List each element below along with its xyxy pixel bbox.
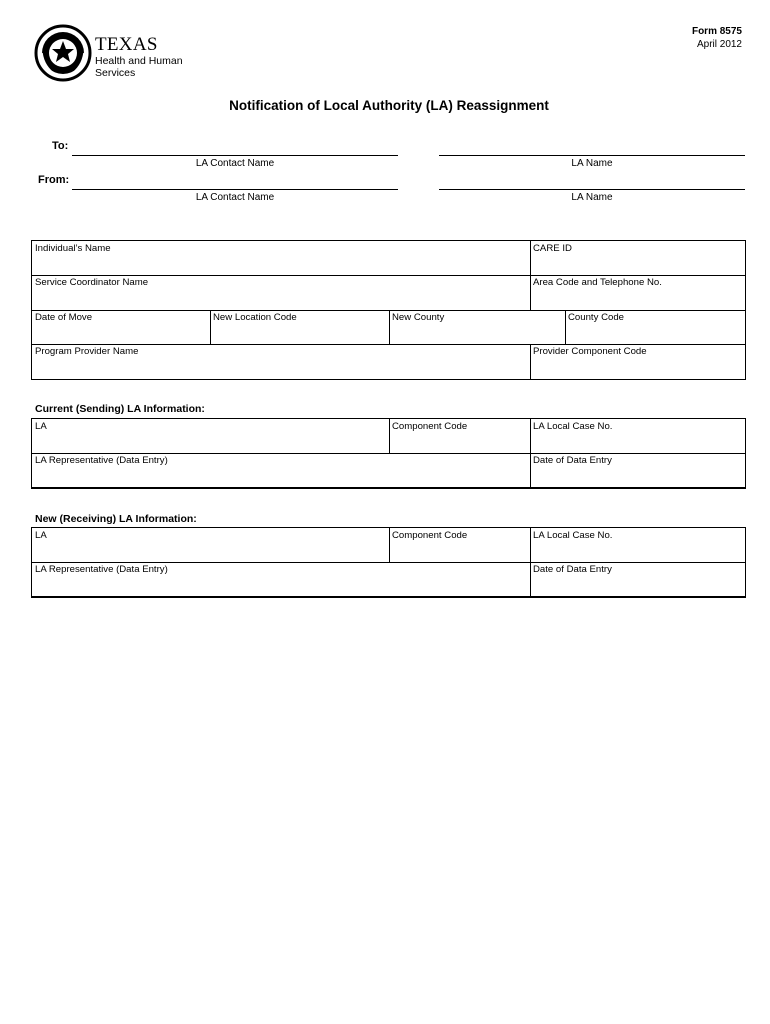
provider-component-code-label: Provider Component Code xyxy=(533,346,647,357)
provider-component-code-field[interactable] xyxy=(530,344,745,380)
current-component-code-label: Component Code xyxy=(392,421,468,432)
new-date-of-entry-field[interactable] xyxy=(530,562,745,596)
individual-name-label: Individual’s Name xyxy=(35,243,111,254)
program-provider-field[interactable] xyxy=(32,344,530,380)
individual-name-field[interactable] xyxy=(32,241,530,275)
form-number: Form 8575 xyxy=(691,26,742,37)
current-component-code-field[interactable] xyxy=(389,419,530,453)
county-code-field[interactable] xyxy=(565,310,745,344)
current-local-case-label: LA Local Case No. xyxy=(533,421,613,432)
telephone-label: Area Code and Telephone No. xyxy=(533,277,662,288)
page-title: Notification of Local Authority (LA) Reassignment xyxy=(229,98,549,113)
current-la-label: LA xyxy=(35,421,47,432)
new-la-section-title: New (Receiving) LA Information: xyxy=(35,513,197,525)
current-representative-label: LA Representative (Data Entry) xyxy=(35,455,168,466)
county-code-label: County Code xyxy=(568,312,624,323)
to-la-name-line[interactable] xyxy=(439,155,745,156)
new-component-code-field[interactable] xyxy=(389,528,530,562)
care-id-field[interactable] xyxy=(530,241,745,275)
program-provider-label: Program Provider Name xyxy=(35,346,139,357)
current-la-section-title: Current (Sending) LA Information: xyxy=(35,403,205,415)
logo-text-agency xyxy=(95,55,183,79)
form-date: April 2012 xyxy=(696,39,742,50)
new-date-of-entry-label: Date of Data Entry xyxy=(533,564,612,575)
new-location-code-label: New Location Code xyxy=(213,312,297,323)
new-representative-field[interactable] xyxy=(32,562,530,596)
date-of-move-label: Date of Move xyxy=(35,312,93,323)
to-contact-name-line[interactable] xyxy=(72,155,398,156)
new-la-field[interactable] xyxy=(32,528,389,562)
new-component-code-label: Component Code xyxy=(392,530,468,541)
service-coordinator-field[interactable] xyxy=(32,275,530,310)
care-id-label: CARE ID xyxy=(533,243,572,254)
current-local-case-field[interactable] xyxy=(530,419,745,453)
new-la-table xyxy=(31,527,746,598)
from-la-name-label: LA Name xyxy=(571,192,613,203)
new-county-field[interactable] xyxy=(389,310,565,344)
logo-text-texas: TEXAS xyxy=(95,34,158,55)
from-la-name-line[interactable] xyxy=(439,189,745,190)
date-of-move-field[interactable] xyxy=(32,310,210,344)
current-date-of-entry-field[interactable] xyxy=(530,453,745,487)
current-la-table xyxy=(31,418,746,489)
new-la-label: LA xyxy=(35,530,47,541)
new-local-case-field[interactable] xyxy=(530,528,745,562)
logo-text-line-3: Services xyxy=(95,67,136,79)
new-county-label: New County xyxy=(392,312,445,323)
current-date-of-entry-label: Date of Data Entry xyxy=(533,455,612,466)
logo-text-line-2: Health and Human xyxy=(95,55,183,67)
new-location-code-field[interactable] xyxy=(210,310,389,344)
to-label: To: xyxy=(52,140,69,152)
new-representative-label: LA Representative (Data Entry) xyxy=(35,564,168,575)
new-local-case-label: LA Local Case No. xyxy=(533,530,613,541)
from-contact-name-label: LA Contact Name xyxy=(195,192,275,203)
current-representative-field[interactable] xyxy=(32,453,530,487)
service-coordinator-label: Service Coordinator Name xyxy=(35,277,149,288)
from-contact-name-line[interactable] xyxy=(72,189,398,190)
current-la-field[interactable] xyxy=(32,419,389,453)
individual-info-table xyxy=(31,240,746,380)
to-contact-name-label: LA Contact Name xyxy=(195,158,275,169)
telephone-field[interactable] xyxy=(530,275,745,310)
from-label: From: xyxy=(38,174,70,186)
to-la-name-label: LA Name xyxy=(571,158,613,169)
